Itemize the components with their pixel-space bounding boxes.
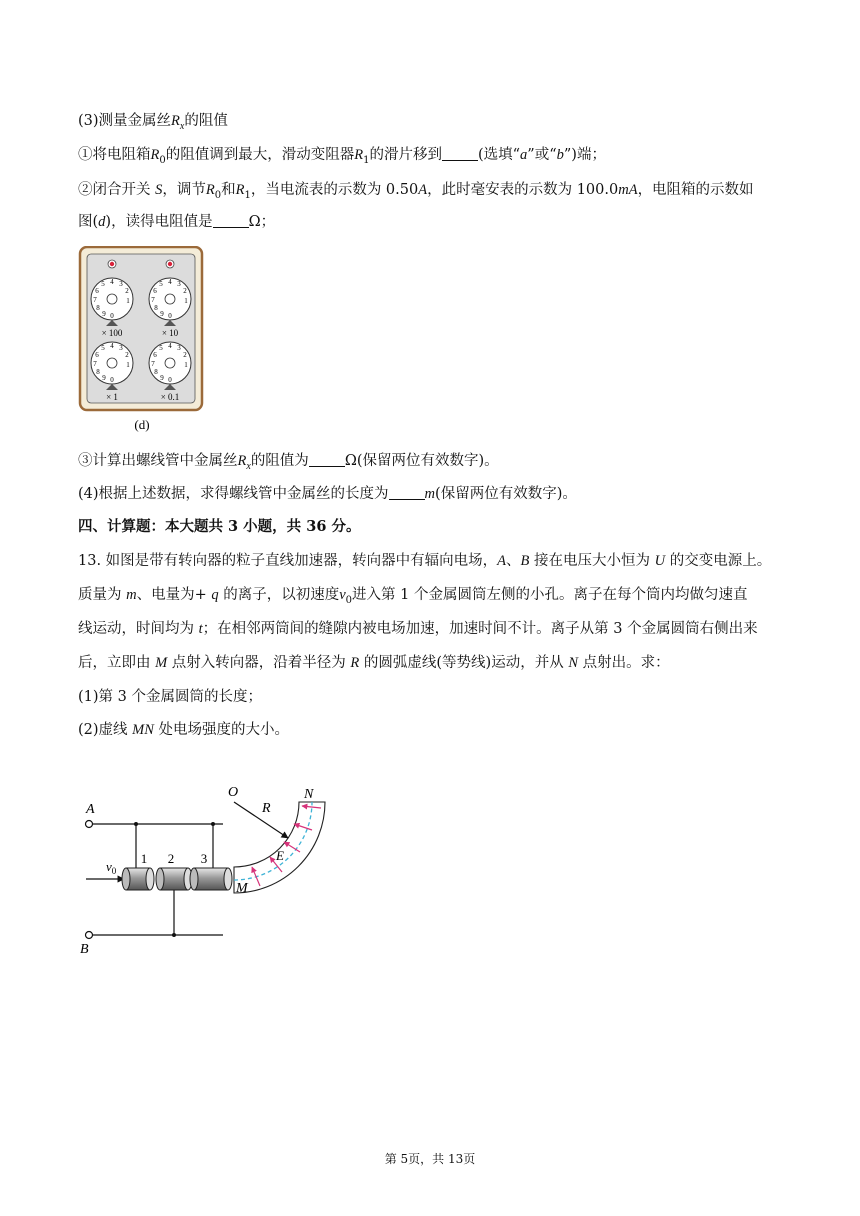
svg-text:3: 3 xyxy=(177,280,181,288)
svg-text:1: 1 xyxy=(184,361,188,369)
step2 xyxy=(78,180,754,206)
radius-arrow xyxy=(234,802,288,838)
subscript: 0 xyxy=(214,189,222,201)
svg-text:8: 8 xyxy=(154,304,158,312)
text: 处电场强度的大小。 xyxy=(153,722,290,738)
svg-text:6: 6 xyxy=(153,351,157,359)
section-heading: 四、计算题：本大题共 3 小题，共 36 分。 xyxy=(78,518,361,535)
svg-text:9: 9 xyxy=(102,310,106,318)
text: (4)根据上述数据，求得螺线管中金属丝的长度为 xyxy=(78,486,389,502)
svg-text:4: 4 xyxy=(110,342,114,350)
label-N: N xyxy=(304,787,314,802)
text: ”)端； xyxy=(563,147,606,163)
tube-1 xyxy=(122,851,154,890)
label-M: M xyxy=(236,881,248,896)
svg-text:3: 3 xyxy=(177,344,181,352)
page-footer: 第 5页，共 13页 xyxy=(384,1152,476,1166)
svg-text:1: 1 xyxy=(184,297,188,305)
text: 、电量为+ xyxy=(136,587,212,603)
symbol: R xyxy=(171,113,180,129)
text: (保留两位有效数字)。 xyxy=(435,486,577,502)
svg-text:9: 9 xyxy=(102,374,106,382)
resistance-box-figure xyxy=(78,246,206,436)
symbol: U xyxy=(654,553,666,569)
subscript: 1 xyxy=(363,154,370,166)
label-A: A xyxy=(86,802,95,817)
answer-blank[interactable] xyxy=(213,213,249,228)
q13-sub1: (1)第 3 个金属圆筒的长度； xyxy=(78,689,262,705)
svg-text:2: 2 xyxy=(167,851,175,866)
symbol: t xyxy=(198,621,203,637)
label-E: E xyxy=(276,848,284,863)
svg-text:2: 2 xyxy=(125,287,129,295)
symbol: A xyxy=(497,553,507,569)
text: (选填“ xyxy=(477,147,521,163)
text: Ω(保留两位有效数字)。 xyxy=(344,453,499,469)
text: 、 xyxy=(506,553,521,569)
step3 xyxy=(78,451,499,477)
text: 点射出。求： xyxy=(577,655,670,671)
svg-text:0: 0 xyxy=(168,376,172,384)
text: (3)测量金属丝 xyxy=(78,113,172,129)
symbol: mA xyxy=(618,182,638,198)
symbol: B xyxy=(520,553,530,569)
text: ”或“ xyxy=(527,147,557,163)
label-B: B xyxy=(80,942,89,957)
subscript: x xyxy=(179,120,185,132)
text: 进入第 1 个金属圆筒左侧的小孔。离子在每个筒内均做匀速直 xyxy=(352,587,748,603)
svg-text:0: 0 xyxy=(168,312,172,320)
svg-text:2: 2 xyxy=(183,287,187,295)
svg-text:5: 5 xyxy=(159,344,163,352)
symbol: b xyxy=(556,147,564,163)
symbol: A xyxy=(418,182,428,198)
svg-text:4: 4 xyxy=(110,278,114,286)
text: ，当电流表的示数为 0.50 xyxy=(250,182,419,198)
part4 xyxy=(78,484,577,504)
answer-blank[interactable] xyxy=(309,452,345,467)
svg-text:0: 0 xyxy=(110,376,114,384)
svg-text:6: 6 xyxy=(153,287,157,295)
svg-text:5: 5 xyxy=(159,280,163,288)
text: 的圆弧虚线(等势线)运动，并从 xyxy=(359,655,569,671)
text: 后，立即由 xyxy=(78,655,156,671)
step2-cont xyxy=(78,212,275,232)
q13-line2 xyxy=(78,585,747,611)
text: 的滑片移到 xyxy=(369,147,442,163)
svg-text:6: 6 xyxy=(95,287,99,295)
svg-text:8: 8 xyxy=(96,368,100,376)
text: 的阻值为 xyxy=(250,453,309,469)
symbol: S xyxy=(155,182,163,198)
step1 xyxy=(78,145,606,171)
svg-text:3: 3 xyxy=(200,851,208,866)
label-v0: $v_0$ xyxy=(106,859,117,876)
symbol: R xyxy=(205,182,215,198)
symbol: m xyxy=(126,587,137,603)
text: 的阻值 xyxy=(184,113,228,129)
symbol: m xyxy=(424,486,436,502)
svg-text:5: 5 xyxy=(101,280,105,288)
figure-caption: (d) xyxy=(134,417,150,432)
text: 的交变电源上。 xyxy=(665,553,772,569)
accelerator-figure xyxy=(76,780,336,962)
svg-text:9: 9 xyxy=(160,310,164,318)
text: )，读得电阻值是 xyxy=(105,214,213,230)
text: 和 xyxy=(221,182,236,198)
symbol: R xyxy=(354,147,364,163)
svg-text:1: 1 xyxy=(126,361,130,369)
text: ；在相邻两筒间的缝隙内被电场加速，加速时间不计。离子从第 3 个金属圆筒右侧出来 xyxy=(202,621,758,637)
subscript: 0 xyxy=(345,594,353,606)
symbol: d xyxy=(98,214,106,230)
text: 图( xyxy=(78,214,99,230)
subscript: x xyxy=(246,460,251,472)
text: ③计算出螺线管中金属丝 xyxy=(78,453,238,469)
svg-text:8: 8 xyxy=(96,304,100,312)
svg-text:3: 3 xyxy=(119,344,123,352)
svg-text:9: 9 xyxy=(160,374,164,382)
svg-text:2: 2 xyxy=(183,351,187,359)
text: ，此时毫安表的示数为 100.0 xyxy=(427,182,619,198)
svg-text:5: 5 xyxy=(101,344,105,352)
label-O: O xyxy=(228,785,239,800)
svg-text:2: 2 xyxy=(125,351,129,359)
text: 的阻值调到最大，滑动变阻器 xyxy=(165,147,355,163)
answer-blank[interactable] xyxy=(389,485,425,500)
terminal-A-icon xyxy=(86,821,93,828)
symbol: R xyxy=(235,182,245,198)
terminal-dot xyxy=(110,262,114,266)
multiplier-label: × 0.1 xyxy=(160,392,180,402)
svg-text:4: 4 xyxy=(168,342,172,350)
svg-text:1: 1 xyxy=(126,297,130,305)
svg-text:6: 6 xyxy=(95,351,99,359)
symbol: R xyxy=(150,147,160,163)
text: 点射入转向器，沿着半径为 xyxy=(167,655,351,671)
svg-text:7: 7 xyxy=(151,360,155,368)
svg-text:3: 3 xyxy=(119,280,123,288)
q13-line1 xyxy=(78,551,771,571)
text: 的离子，以初速度 xyxy=(218,587,340,603)
tube-2 xyxy=(156,851,192,890)
svg-text:7: 7 xyxy=(93,296,97,304)
text: ，调节 xyxy=(162,182,206,198)
symbol: R xyxy=(350,655,360,671)
symbol: MN xyxy=(132,722,154,738)
multiplier-label: × 1 xyxy=(106,392,118,402)
text: 13. 如图是带有转向器的粒子直线加速器，转向器中有辐向电场， xyxy=(78,553,498,569)
symbol: R xyxy=(237,453,247,469)
text: 质量为 xyxy=(78,587,127,603)
symbol: M xyxy=(155,655,168,671)
svg-text:0: 0 xyxy=(110,312,114,320)
svg-text:7: 7 xyxy=(93,360,97,368)
q13-line4 xyxy=(78,653,670,673)
svg-text:4: 4 xyxy=(168,278,172,286)
terminal-B-icon xyxy=(86,932,93,939)
tube-3 xyxy=(190,851,232,890)
symbol: v xyxy=(339,587,346,603)
answer-blank[interactable] xyxy=(442,146,478,161)
terminal-dot xyxy=(168,262,172,266)
text: ②闭合开关 xyxy=(78,182,156,198)
multiplier-label: × 100 xyxy=(101,328,123,338)
multiplier-label: × 10 xyxy=(161,328,179,338)
subscript: 0 xyxy=(159,154,166,166)
subscript: 1 xyxy=(244,189,251,201)
text: ，电阻箱的示数如 xyxy=(637,182,754,198)
text: 接在电压大小恒为 xyxy=(529,553,655,569)
symbol: q xyxy=(211,587,219,603)
text: 线运动，时间均为 xyxy=(78,621,199,637)
text: ①将电阻箱 xyxy=(78,147,151,163)
q13-sub2 xyxy=(78,720,289,740)
svg-text:1: 1 xyxy=(140,851,148,866)
svg-text:8: 8 xyxy=(154,368,158,376)
text: (2)虚线 xyxy=(78,722,133,738)
symbol: a xyxy=(520,147,528,163)
q13-line3 xyxy=(78,619,758,639)
svg-text:7: 7 xyxy=(151,296,155,304)
label-R: R xyxy=(262,801,271,816)
part3-title xyxy=(78,111,228,137)
text: Ω； xyxy=(248,214,276,230)
symbol: N xyxy=(568,655,578,671)
